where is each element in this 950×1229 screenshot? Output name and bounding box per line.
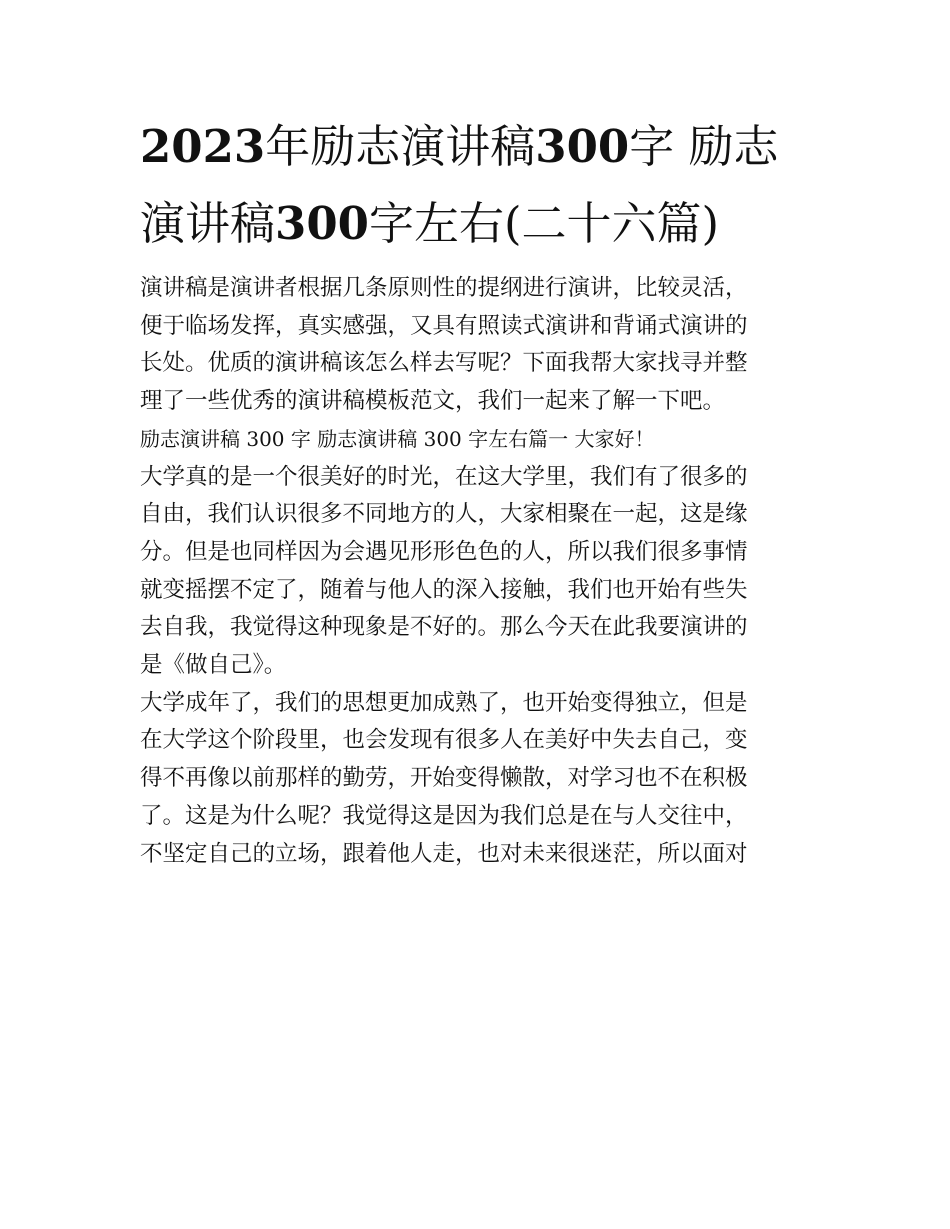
paragraph-line: 了。这是为什么呢？我觉得这是因为我们总是在与人交往中，	[140, 802, 748, 829]
paragraph-line: 去自我，我觉得这种现象是不好的。那么今天在此我要演讲的	[140, 614, 748, 641]
section-heading: 励志演讲稿 300 字 励志演讲稿 300 字左右篇一 大家好！	[140, 426, 655, 451]
title-year: 2023	[140, 120, 266, 173]
paragraph-line: 自由，我们认识很多不同地方的人，大家相聚在一起，这是缘	[140, 501, 748, 528]
paragraph-line: 在大学这个阶段里，也会发现有很多人在美好中失去自己，变	[140, 727, 748, 754]
intro-line: 便于临场发挥，真实感强，又具有照读式演讲和背诵式演讲的	[140, 312, 748, 339]
document-title	[140, 108, 812, 262]
paragraph-line: 得不再像以前那样的勤劳，开始变得懒散，对学习也不在积极	[140, 765, 748, 792]
paragraph-line: 分。但是也同样因为会遇见形形色色的人，所以我们很多事情	[140, 538, 748, 565]
paragraph-line: 是《做自己》。	[140, 652, 287, 679]
paragraph-line: 就变摇摆不定了，随着与他人的深入接触，我们也开始有些失	[140, 576, 748, 603]
title-number-2: 300	[275, 197, 369, 250]
paragraph-line: 大学成年了，我们的思想更加成熟了，也开始变得独立，但是	[140, 689, 748, 716]
intro-line: 演讲稿是演讲者根据几条原则性的提纲进行演讲，比较灵活，	[140, 275, 748, 301]
body-paragraph-2	[140, 685, 812, 874]
document-page	[140, 108, 812, 873]
paragraph-line: 大学真的是一个很美好的时光，在这大学里，我们有了很多的	[140, 463, 748, 490]
body-paragraph-1	[140, 459, 812, 685]
paragraph-line: 不坚定自己的立场，跟着他人走，也对未来很迷茫，所以面对	[140, 840, 748, 867]
intro-paragraph	[140, 270, 812, 421]
title-part-3: 演讲稿	[140, 197, 276, 250]
title-part-2: 字 励志	[629, 120, 779, 173]
title-number-1: 300	[535, 120, 630, 173]
title-part-4: 字左右(二十六篇)	[368, 197, 720, 250]
title-part-1: 年励志演讲稿	[265, 120, 536, 173]
intro-line: 长处。优质的演讲稿该怎么样去写呢？下面我帮大家找寻并整	[140, 350, 748, 377]
intro-line: 理了一些优秀的演讲稿模板范文，我们一起来了解一下吧。	[140, 388, 726, 415]
